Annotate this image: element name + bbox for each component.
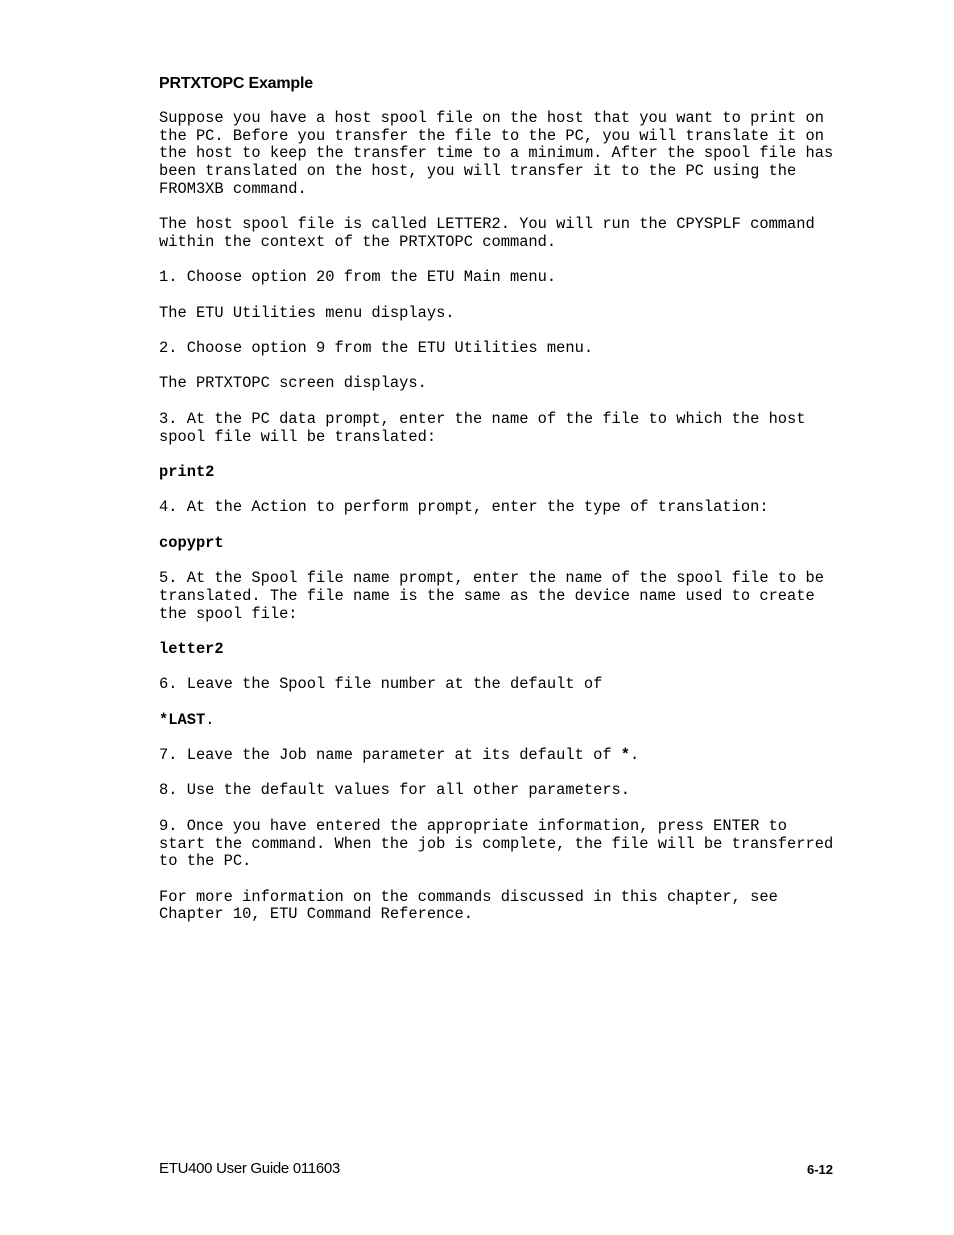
step-2: 2. Choose option 9 from the ETU Utilities menu. xyxy=(159,339,594,358)
context-paragraph: The host spool file is called LETTER2. You will run the CPYSPLF command within the context of the PRTXTOPC command. xyxy=(159,215,815,251)
footer-page-number: 6-12 xyxy=(806,1162,833,1177)
step-8: 8. Use the default values for all other parameters. xyxy=(159,781,631,800)
step-1: 1. Choose option 20 from the ETU Main menu. xyxy=(159,268,557,287)
step-9: 9. Once you have entered the appropriate information, press ENTER to start the command. When the job is complete, the file will be transferred to the PC. xyxy=(159,816,834,871)
footer-guide-title: ETU400 User Guide 011603 xyxy=(159,1160,340,1177)
step-5: 5. At the Spool file name prompt, enter the name of the spool file to be translated. The file name is the same as the device name used to create the spool file: xyxy=(159,569,824,623)
step-7-text: 7. Leave the Job name parameter at its default of xyxy=(159,746,621,765)
closing-paragraph: For more information on the commands discussed in this chapter, see Chapter 10, ETU Command Reference. xyxy=(159,887,778,924)
step-3: 3. At the PC data prompt, enter the name of the file to which the host spool file will be translated: xyxy=(159,409,806,446)
step-7 xyxy=(159,747,859,765)
step-6-value-line xyxy=(159,712,859,730)
step-7-value: * xyxy=(620,746,631,765)
step-4-value: copyprt xyxy=(159,533,224,552)
intro-paragraph: Suppose you have a host spool file on the host that you want to print on the PC. Before you transfer the file to the PC, you will translate it on the host to keep the transfer time to a minimum. After the spool file has been translated on the host, you will transfer it to the PC using the FROM3XB command. xyxy=(159,109,834,198)
step-6-period: . xyxy=(205,710,215,729)
step-2-result: The PRTXTOPC screen displays. xyxy=(159,374,427,393)
step-1-result: The ETU Utilities menu displays. xyxy=(159,303,455,322)
step-7-period: . xyxy=(630,746,640,765)
step-5-value: letter2 xyxy=(159,639,224,658)
section-heading: PRTXTOPC Example xyxy=(159,75,313,92)
step-6-value: *LAST xyxy=(159,710,206,729)
step-6: 6. Leave the Spool file number at the default of xyxy=(159,675,603,694)
document-body xyxy=(159,74,859,942)
step-4: 4. At the Action to perform prompt, enter the type of translation: xyxy=(159,498,769,517)
step-3-value: print2 xyxy=(159,462,215,481)
